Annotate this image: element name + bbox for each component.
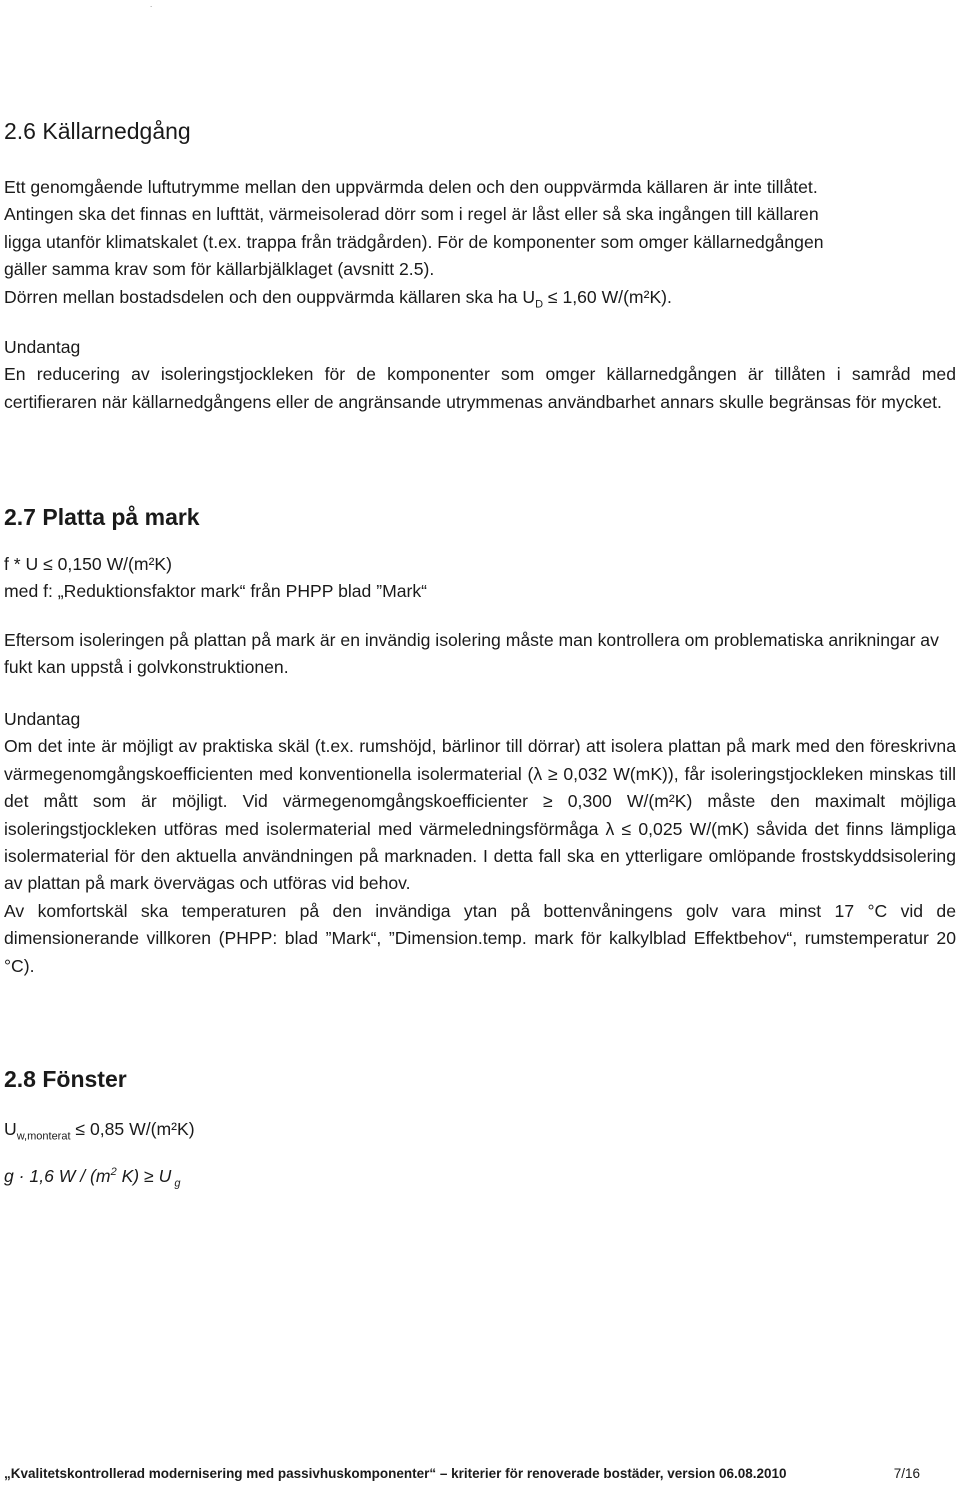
section-2-6-exception [4, 334, 956, 416]
formula-note: med f: „Reduktionsfaktor mark“ från PHPP blad ”Mark“ [4, 581, 428, 602]
page-number: 7/16 [893, 1466, 920, 1481]
paragraph-line: Ett genomgående luftutrymme mellan den uppvärmda delen och den ouppvärmda källaren är inte tillåtet. [4, 177, 818, 197]
door-requirement: Dörren mellan bostadsdelen och den ouppvärmda källaren ska ha $U_D \le 1,60$ W/(m²K). [4, 286, 672, 311]
section-2-7-exception [4, 706, 956, 980]
section-2-6-body [4, 174, 956, 311]
paragraph-line: gäller samma krav som för källarbjälklaget (avsnitt 2.5). [4, 259, 435, 280]
section-2-7-formula [4, 551, 956, 606]
section-heading-2-7: 2.7 Platta på mark [4, 504, 200, 530]
section-heading-2-8: 2.8 Fönster [4, 1066, 127, 1092]
paragraph-line: ligga utanför klimatskalet (t.ex. trappa från trädgården). För de komponenter som omger källarnedgången [4, 231, 824, 252]
window-u-requirement: $U_{w,monterat} \le 0,85$ W/(m²K) [4, 1119, 195, 1143]
comfort-text: Av komfortskäl ska temperaturen på den invändiga ytan på bottenvåningens golv vara minst 17 °C vid de dimensionerande villkoren (PHPP: blad ”Mark“, ”Dimension.temp. mark för kalkylblad Effektbehov“, rumstemperatur 20 °C). [4, 900, 956, 976]
scan-marks: . [150, 0, 153, 9]
exception-text: En reducering av isoleringstjockleken för de komponenter som omger källarnedgången är tillåten i samråd med certifieraren när källarnedgångens eller de angränsande utrymmenas användbarhet annars skulle begränsas för mycket. [4, 364, 956, 412]
section-2-7-paragraph [4, 627, 956, 682]
window-g-requirement: g · 1,6 W / ($m^2$ K) ≥ U $_g$ [4, 1166, 181, 1190]
paragraph: Eftersom isoleringen på plattan på mark är en invändig isolering måste man kontrollera om problematiska anrikningar av fukt kan uppstå i golvkonstruktionen. [4, 630, 939, 678]
paragraph-line: Antingen ska det finnas en lufttät, värmeisolerad dörr som i regel är låst eller så ska ingången till källaren [4, 204, 819, 225]
formula: f * U ≤ 0,150 W/(m²K) [4, 554, 173, 574]
exception-label: Undantag [4, 709, 81, 729]
exception-text: Om det inte är möjligt av praktiska skäl (t.ex. rumshöjd, bärlinor till dörrar) att isolera plattan på mark med den föreskrivna värmegenomgångskoefficienten med konventionella isolermaterial (λ ≥ 0,032 W(mK)), får isoleringstjockleken minskas till det mått som är möjligt. Vid värmegenomgångskoefficienter ≥ 0,300 W/(m²K) måste den maximalt möjliga isoleringstjockleken utföras med isolermaterial med värmeledningsförmåga λ ≤ 0,025 W/(mK) såvida det finns lämpliga isolermaterial för den aktuella användningen på marknaden. I detta fall ska en ytterligare omlöpande frostskyddsisolering av plattan på mark övervägas och utföras vid behov. [4, 736, 956, 894]
page-footer [4, 1466, 956, 1481]
footer-title: „Kvalitetskontrollerad modernisering med passivhuskomponenter“ – kriterier för renoverade bostäder, version 06.08.2010 [4, 1466, 787, 1481]
section-heading-2-6: 2.6 Källarnedgång [4, 118, 191, 144]
exception-label: Undantag [4, 337, 81, 357]
